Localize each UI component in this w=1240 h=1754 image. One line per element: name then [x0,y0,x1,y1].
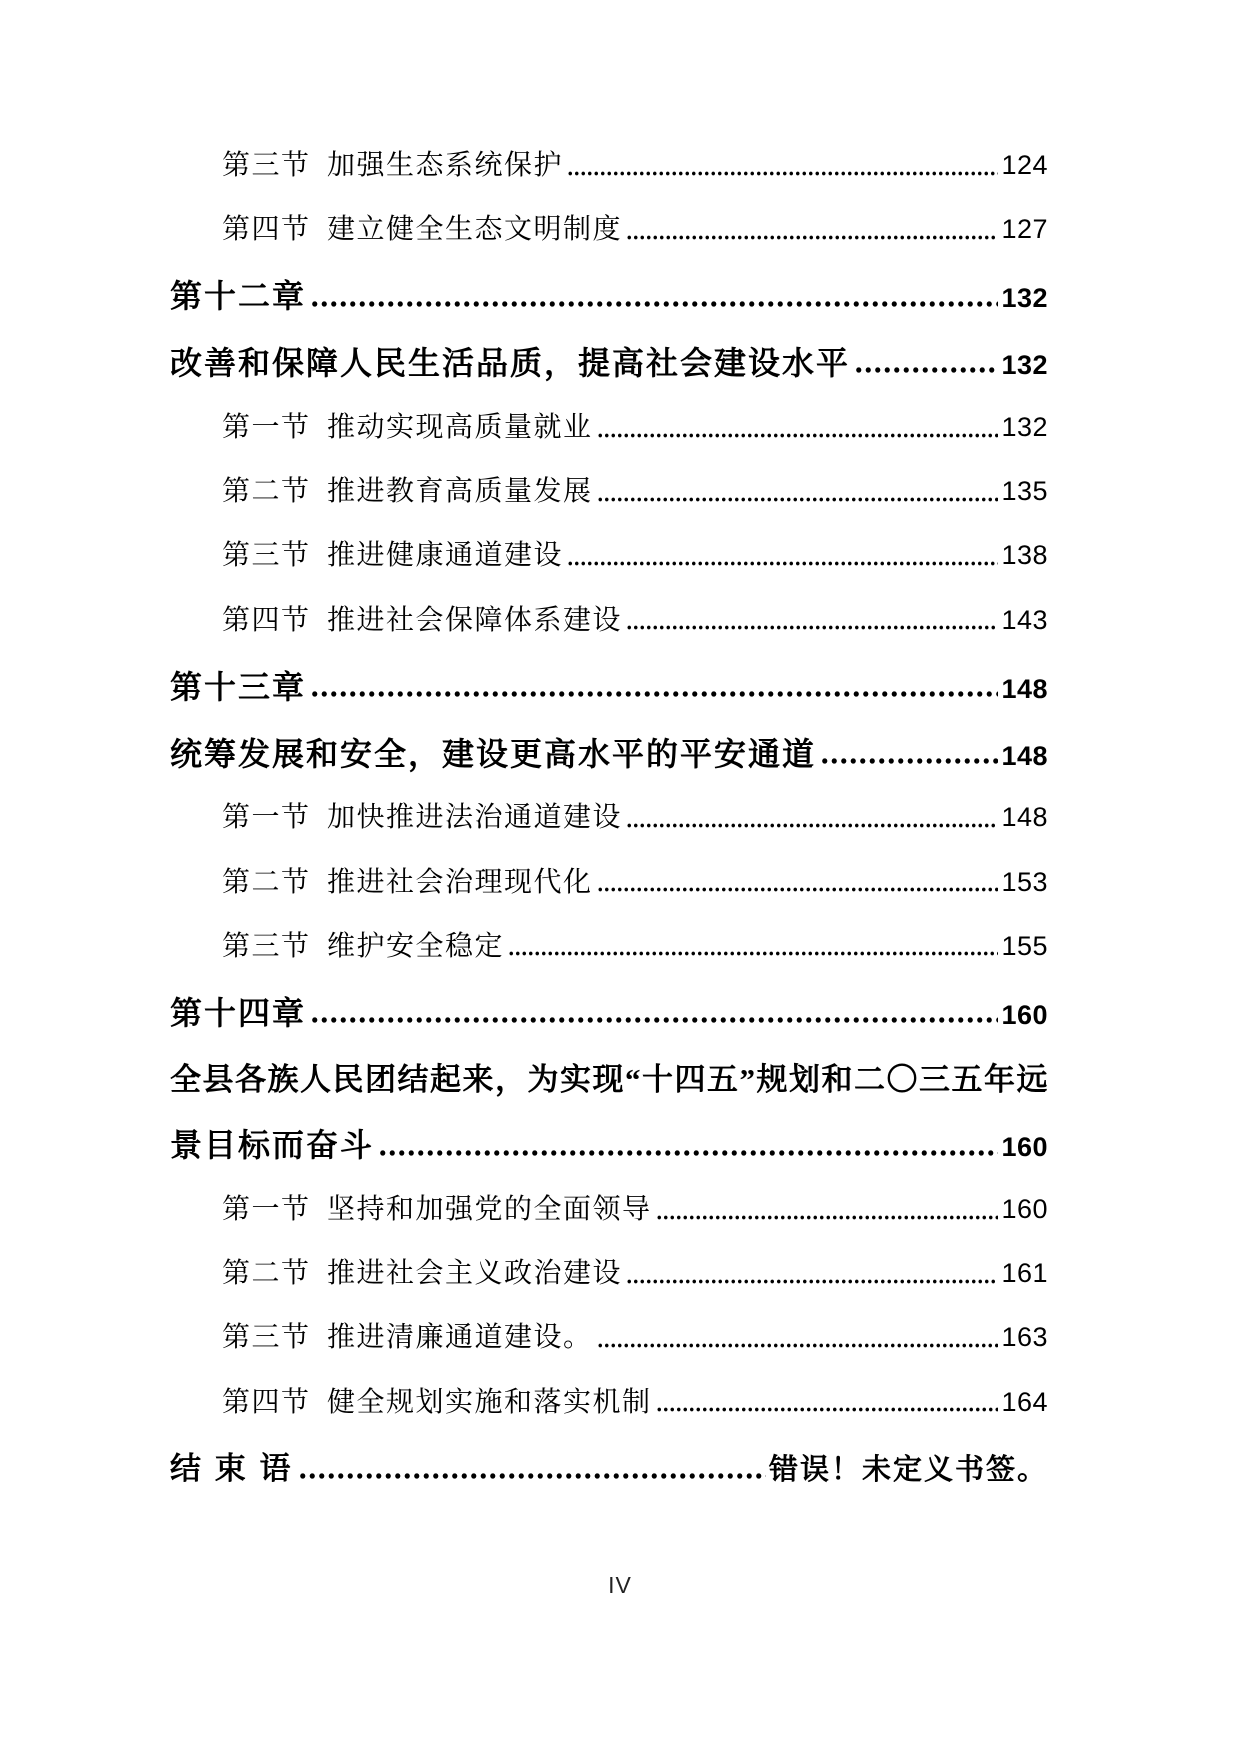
toc-entry-title: 第二节 推进社会治理现代化 [222,866,593,898]
toc-section-entry [170,1322,1048,1354]
dot-leader [567,150,998,182]
toc-entry-title: 全县各族人民团结起来，为实现“十四五”规划和二〇三五年远 [170,1061,1049,1097]
dot-leader [298,1451,766,1487]
toc-chapter-entry [170,278,1048,315]
toc-entry-page: 132 [1001,350,1048,381]
dot-leader [310,995,998,1032]
dot-leader [508,931,998,963]
dot-leader [597,412,999,444]
dot-leader [626,1258,998,1290]
toc-section-entry [170,605,1048,637]
toc-entry-page: 164 [1001,1386,1048,1417]
toc-section-entry [170,1194,1048,1226]
toc-section-entry [170,214,1048,246]
toc-entry-title: 第三节 推进健康通道建设 [222,540,564,572]
toc-entry-title: 第三节 推进清廉通道建设。 [222,1322,593,1354]
table-of-contents [170,150,1048,1487]
toc-chapter-entry [170,995,1048,1032]
dot-leader [597,867,999,899]
toc-chapter-entry [170,345,1048,382]
dot-leader [626,802,998,834]
toc-entry-page: 160 [1001,1132,1048,1163]
dot-leader [310,278,998,315]
dot-leader [656,1387,999,1419]
dot-leader [597,476,999,508]
toc-entry-page: 132 [1001,283,1048,314]
toc-section-entry [170,150,1048,182]
dot-leader [820,736,998,773]
toc-entry-page: 148 [1001,740,1048,771]
toc-entry-page: 155 [1001,930,1048,961]
toc-section-entry [170,476,1048,508]
toc-section-entry [170,1387,1048,1419]
toc-entry-page: 143 [1001,604,1048,635]
toc-entry-title: 第一节 坚持和加强党的全面领导 [222,1194,652,1226]
toc-end-entry [170,1451,1048,1487]
toc-entry-page: 160 [1001,1194,1048,1225]
toc-entry-page: 160 [1001,999,1048,1030]
toc-entry-page: 163 [1001,1322,1048,1353]
toc-chapter-entry [170,1127,1048,1164]
toc-entry-title: 统筹发展和安全，建设更高水平的平安通道 [170,735,817,772]
toc-entry-page: 124 [1001,150,1048,180]
toc-entry-page: 148 [1001,802,1048,833]
toc-chapter-entry [170,669,1048,706]
toc-entry-title: 第二节 推进教育高质量发展 [222,476,593,508]
toc-entry-title: 第三节 维护安全稳定 [222,930,505,962]
toc-entry-title: 第四节 建立健全生态文明制度 [222,214,623,246]
toc-entry-page: 138 [1001,540,1048,571]
toc-section-entry [170,1258,1048,1290]
dot-leader [854,345,998,382]
toc-entry-title: 改善和保障人民生活品质，提高社会建设水平 [170,345,851,382]
toc-section-entry [170,540,1048,572]
dot-leader [626,605,998,637]
toc-entry-title: 第十四章 [170,994,307,1031]
toc-entry-page: 161 [1001,1258,1048,1289]
dot-leader [378,1127,998,1164]
dot-leader [310,669,998,706]
toc-entry-title: 第一节 推动实现高质量就业 [222,411,593,443]
toc-entry-title: 结 束 语 [170,1450,294,1486]
toc-entry-page: 132 [1001,411,1048,442]
toc-entry-title: 景目标而奋斗 [170,1127,375,1164]
toc-entry-error-text: 错误！未定义书签。 [768,1453,1048,1486]
toc-section-entry [170,867,1048,899]
dot-leader [597,1322,999,1354]
toc-section-entry [170,412,1048,444]
page-number: IV [608,1572,632,1598]
toc-section-entry [170,931,1048,963]
toc-section-entry [170,802,1048,834]
toc-chapter-entry [170,736,1048,773]
toc-entry-page: 153 [1001,866,1048,897]
toc-entry-title: 第三节 加强生态系统保护 [222,150,564,181]
toc-entry-page: 135 [1001,476,1048,507]
toc-chapter-entry-wrapped-line [170,1062,1048,1098]
toc-entry-page: 127 [1001,214,1048,245]
toc-entry-title: 第四节 推进社会保障体系建设 [222,604,623,636]
toc-entry-title: 第十二章 [170,278,307,315]
dot-leader [567,540,998,572]
dot-leader [656,1194,999,1226]
toc-entry-title: 第二节 推进社会主义政治建设 [222,1258,623,1290]
toc-entry-page: 148 [1001,673,1048,704]
toc-entry-title: 第四节 健全规划实施和落实机制 [222,1386,652,1418]
toc-entry-title: 第一节 加快推进法治通道建设 [222,802,623,834]
toc-entry-title: 第十三章 [170,668,307,705]
dot-leader [626,214,998,246]
